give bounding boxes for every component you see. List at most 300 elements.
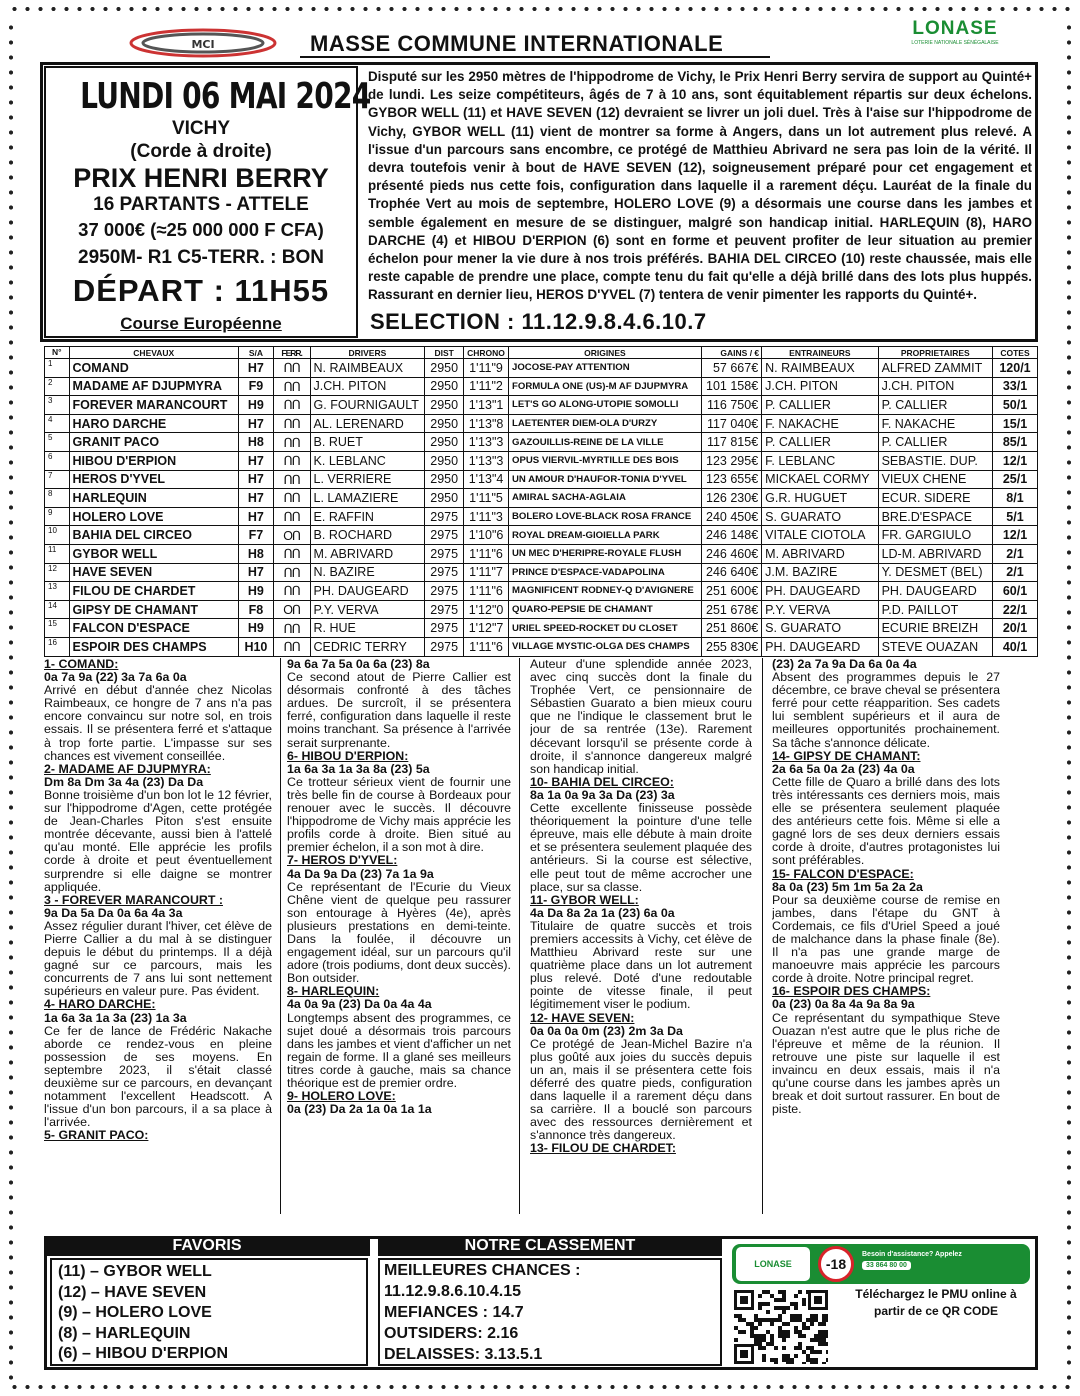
horse-heading: 16- ESPOIR DES CHAMPS: xyxy=(772,984,931,999)
cell-origins: PRINCE D'ESPACE-VADAPOLINA xyxy=(509,563,702,582)
horse-heading: 6- HIBOU D'ERPION: xyxy=(287,748,409,763)
cell-horse: HARO DARCHE xyxy=(69,414,239,433)
age-18-icon: -18 xyxy=(818,1246,854,1282)
cell-origins: ROYAL DREAM-GIOIELLA PARK xyxy=(509,526,702,545)
cell-chrono: 1'11"6 xyxy=(464,544,509,563)
cell-chrono: 1'13"1 xyxy=(464,396,509,415)
header-origins: ORIGINES xyxy=(509,347,702,359)
dotted-border-right xyxy=(1066,20,1072,1380)
cell-chrono: 1'12"0 xyxy=(464,600,509,619)
cell-earnings: 101 158€ xyxy=(701,377,761,396)
favoris-title: FAVORIS xyxy=(44,1236,370,1256)
cell-sex-age: H7 xyxy=(239,359,274,378)
commentary-column-1 xyxy=(44,658,272,1214)
classement-line-5: DELAISSES: 3.13.5.1 xyxy=(384,1346,543,1363)
cell-horse: COMAND xyxy=(69,359,239,378)
cell-trainer: PH. DAUGEARD xyxy=(762,582,878,601)
cell-number: 12 xyxy=(45,563,70,582)
cell-driver: CEDRIC TERRY xyxy=(310,637,425,656)
horse-heading: 3 - FOREVER MARANCOURT : xyxy=(44,892,223,907)
cell-sex-age: H7 xyxy=(239,451,274,470)
horse-heading: 10- BAHIA DEL CIRCEO: xyxy=(530,774,674,789)
race-date: LUNDI 06 MAI 2024 xyxy=(80,76,371,117)
cell-origins: JOCOSE-PAY ATTENTION xyxy=(509,359,702,378)
cell-earnings: 246 460€ xyxy=(701,544,761,563)
cell-horse: FALCON D'ESPACE xyxy=(69,619,239,638)
cell-odds: 120/1 xyxy=(992,359,1037,378)
cell-chrono: 1'11"5 xyxy=(464,489,509,508)
classement-line-3: MEFIANCES : 14.7 xyxy=(384,1304,524,1321)
horse-form: 4a Da 9a Da (23) 7a 1a 9a xyxy=(287,866,434,881)
help-banner xyxy=(732,1244,1030,1284)
cell-distance: 2975 xyxy=(425,619,464,638)
race-intro-text: Disputé sur les 2950 mètres de l'hippodrome de Vichy, le Prix Henri Berry servira de support au Quinté+ de lundi. Les seize compétiteurs, âgés de 7 à 10 ans, sont équitablement répartis sur deux échelons. GYBOR WELL (11) et HAVE SEVEN (12) devraient se livrer un joli duel. Très à l'aise sur l'hippodrome de Vichy, GYBOR WELL (11) vient de montrer sa forme à Angers, dans un lot autrement plus relevé. A l'issue d'un parcours sans encombre, ce protégé de Matthieu Abrivard ne sera pas loin de la vérité. Il devra toutefois venir à bout de HAVE SEVEN (12), soigneusement préparé pour cet engagement et présenté pieds nus cette fois, configuration dans laquelle il a rarement déçu. Lauréat de la finale du Trophée Vert au mois de septembre, HOLERO LOVE (9) a désormais une course dans les jambes et semble également en mesure de se distinguer, malgré son handicap initial. HARLEQUIN (8), HARO DARCHE (4) et HIBOU D'ERPION (6) sont en forme et peuvent profiter de leur situation au premier échelon pour mener la vie dure à nos trois préférés. BAHIA DEL CIRCEO (10) reste chaussée, mais elle reste capable de prendre une place, compte tenu du fait qu'elle a déjà brillé dans des lots plus huppés. Rassurant en dernier lieu, HEROS D'YVEL (7) tentera de venir pimenter les rapports du Quinté+. xyxy=(368,69,1032,303)
dotted-border-top xyxy=(8,6,1072,12)
cell-owner: STEVE OUAZAN xyxy=(878,637,992,656)
cell-origins: AMIRAL SACHA-AGLAIA xyxy=(509,489,702,508)
cell-trainer: MICKAEL CORMY xyxy=(762,470,878,489)
cell-owner: P.D. PAILLOT xyxy=(878,600,992,619)
page-title: MASSE COMMUNE INTERNATIONALE xyxy=(310,31,724,56)
cell-trainer: N. RAIMBEAUX xyxy=(762,359,878,378)
horse-form: 2a 6a 5a 0a 2a (23) 4a 0a xyxy=(772,761,915,776)
cell-chrono: 1'13"3 xyxy=(464,451,509,470)
cell-shoeing: ՈՈ xyxy=(273,433,310,452)
cell-number: 1 xyxy=(45,359,70,378)
horse-form: Dm 8a Dm 3a 4a (23) Da Da xyxy=(44,774,204,789)
cell-driver: G. FOURNIGAULT xyxy=(310,396,425,415)
cell-earnings: 251 600€ xyxy=(701,582,761,601)
cell-driver: E. RAFFIN xyxy=(310,507,425,526)
cell-distance: 2975 xyxy=(425,637,464,656)
cell-owner: FR. GARGIULO xyxy=(878,526,992,545)
cell-earnings: 123 295€ xyxy=(701,451,761,470)
cell-odds: 60/1 xyxy=(992,582,1037,601)
cell-chrono: 1'11"2 xyxy=(464,377,509,396)
dotted-border-left xyxy=(8,20,14,1380)
cell-shoeing: ՈՈ xyxy=(273,489,310,508)
cell-number: 6 xyxy=(45,451,70,470)
cell-shoeing: ՈՈ xyxy=(273,414,310,433)
cell-odds: 5/1 xyxy=(992,507,1037,526)
cell-owner: SEBASTIE. DUP. xyxy=(878,451,992,470)
cell-chrono: 1'13"8 xyxy=(464,414,509,433)
cell-odds: 40/1 xyxy=(992,637,1037,656)
cell-number: 14 xyxy=(45,600,70,619)
cell-earnings: 57 667€ xyxy=(701,359,761,378)
cell-origins: OPUS VIERVIL-MYRTILLE DES BOIS xyxy=(509,451,702,470)
runners-table xyxy=(44,346,1038,657)
cell-odds: 12/1 xyxy=(992,526,1037,545)
cell-odds: 22/1 xyxy=(992,600,1037,619)
cell-driver: B. ROCHARD xyxy=(310,526,425,545)
cell-earnings: 126 230€ xyxy=(701,489,761,508)
horse-comment: Auteur d'une splendide année 2023, avec cinq succès dont la finale du Trophée Vert, ce pensionnaire de Sébastien Guarato a bien mieux couru que ne l'indique le classement brut le jour de sa rentrée (13e). Rarement décevant lorsqu'il se présente corde à droite, il s'annonce dangereux malgré son handicap initial. xyxy=(530,658,752,776)
cell-trainer: J.M. BAZIRE xyxy=(762,563,878,582)
cell-origins: GAZOUILLIS-REINE DE LA VILLE xyxy=(509,433,702,452)
cell-earnings: 117 815€ xyxy=(701,433,761,452)
cell-trainer: VITALE CIOTOLA xyxy=(762,526,878,545)
header-trainer: ENTRAINEURS xyxy=(762,347,878,359)
horse-comment: Absent des programmes depuis le 27 décembre, ce brave cheval se présentera ferré pour cette réapparition. Ses cadets lui semblent supérieurs et il aura de meilleures opportunités prochainement. Sa tâche s'annonce délicate. xyxy=(772,670,1000,750)
cell-horse: HIBOU D'ERPION xyxy=(69,451,239,470)
horse-comment: Cette fille de Quaro a brillé dans des lots très intéressants ces derniers mois, mais elle se présentera seulement plaquée des antérieurs cette fois. Même si elle a gagné lors de ses deux derniers essais corde à droite, d'autres protagonistes lui sont préférables. xyxy=(772,774,1000,868)
cell-sex-age: H9 xyxy=(239,396,274,415)
cell-sex-age: H7 xyxy=(239,489,274,508)
cell-origins: UN MEC D'HERIPRE-ROYALE FLUSH xyxy=(509,544,702,563)
cell-horse: HOLERO LOVE xyxy=(69,507,239,526)
course-type: Course Européenne xyxy=(120,314,282,333)
classement-line-4: OUTSIDERS: 2.16 xyxy=(384,1325,519,1342)
horse-form: 4a Da 8a 2a 1a (23) 6a 0a xyxy=(530,905,675,920)
classement-line-2: 11.12.9.8.6.10.4.15 xyxy=(384,1283,522,1300)
horse-heading: 7- HEROS D'YVEL: xyxy=(287,853,398,868)
favoris-item: (8) – HARLEQUIN xyxy=(58,1324,191,1342)
cell-shoeing: ՈՈ xyxy=(273,507,310,526)
cell-shoeing: ՈՈ xyxy=(273,451,310,470)
cell-horse: HARLEQUIN xyxy=(69,489,239,508)
favoris-list xyxy=(50,1258,368,1366)
lonase-logo-text: LONASE xyxy=(912,18,998,39)
cell-sex-age: H7 xyxy=(239,507,274,526)
favoris-item: (11) – GYBOR WELL xyxy=(58,1263,212,1280)
favoris-item: (12) – HAVE SEVEN xyxy=(58,1283,207,1301)
horse-heading: 11- GYBOR WELL: xyxy=(530,892,639,907)
selection: SELECTION : 11.12.9.8.4.6.10.7 xyxy=(370,309,707,334)
title-underline xyxy=(300,56,770,58)
horse-form: 0a (23) 0a 8a 4a 9a 8a 9a xyxy=(772,997,915,1012)
header-shoeing: FERR. xyxy=(273,347,310,359)
horse-comment: Bonne troisième d'un bon lot le 12 février, sur l'hippodrome d'Agen, cette protégée de Jean-Charles Piton s'est ensuite montrée décevante, aussi bien à l'attelé qu'au monté. Elle apprécie les profils corde à droite et peut éventuellement surprendre si elle daigne se montrer appliquée. xyxy=(44,787,272,894)
cell-earnings: 123 655€ xyxy=(701,470,761,489)
commentary-column-3 xyxy=(530,658,752,1214)
header-horse: CHEVAUX xyxy=(69,347,239,359)
horse-comment: Ce représentant de l'Ecurie du Vieux Chêne vient de quelque peu rassurer son entourage à Hyères (4e), après plusieurs prestations en demi-teinte. Dans la foulée, il découvre un engagement idéal, sur un parcours qu'il adore (trois podiums, dont deux succès). Bon outsider. xyxy=(287,879,511,986)
horse-form: 8a 1a 0a 9a 3a Da (23) 3a xyxy=(530,787,675,802)
commentary-column-2 xyxy=(287,658,511,1214)
race-venue: VICHY xyxy=(171,118,231,139)
cell-driver: R. HUE xyxy=(310,619,425,638)
horse-form: 1a 6a 3a 1a 3a (23) 1a 3a xyxy=(44,1010,187,1025)
column-divider xyxy=(519,658,520,1214)
horse-comment: Pour sa deuxième course de remise en jambes, dans l'étape du GNT à Cordemais, ce fils d'Uriel Speed a joué de malchance dans la phase finale (8e). Il n'a pas une grande marge de manoeuvre mais apprécie les parcours corde à droite. Notre principal regret. xyxy=(772,892,1000,986)
cell-horse: FILOU DE CHARDET xyxy=(69,582,239,601)
table-row xyxy=(45,414,1038,433)
cell-shoeing: ՈՈ xyxy=(273,396,310,415)
cell-origins: QUARO-PEPSIE DE CHAMANT xyxy=(509,600,702,619)
cell-number: 3 xyxy=(45,396,70,415)
cell-trainer: G.R. HUGUET xyxy=(762,489,878,508)
cell-distance: 2950 xyxy=(425,489,464,508)
favoris-item: (6) – HIBOU D'ERPION xyxy=(58,1345,229,1362)
cell-driver: K. LEBLANC xyxy=(310,451,425,470)
horse-form: 9a 6a 7a 5a 0a 6a (23) 8a xyxy=(287,658,430,671)
cell-distance: 2950 xyxy=(425,396,464,415)
classement-line-1: MEILLEURES CHANCES : xyxy=(384,1262,581,1279)
table-row xyxy=(45,433,1038,452)
cell-shoeing: ՈՈ xyxy=(273,582,310,601)
table-row xyxy=(45,619,1038,638)
cell-earnings: 255 830€ xyxy=(701,637,761,656)
horse-comment: Ce trotteur sérieux vient de fournir une très belle fin de course à Bordeaux pour renouer avec le succès. Il découvre l'hippodrome de Vichy mais apprécie les profils corde à droite. Bien situé au premier échelon, il a son mot à dire. xyxy=(287,774,511,855)
cell-number: 2 xyxy=(45,377,70,396)
cell-origins: LAETENTER DIEM-OLA D'URZY xyxy=(509,414,702,433)
commentary-section xyxy=(44,658,1034,1214)
cell-horse: BAHIA DEL CIRCEO xyxy=(69,526,239,545)
cell-driver: AL. LERENARD xyxy=(310,414,425,433)
race-rope: (Corde à droite) xyxy=(130,141,272,162)
table-row xyxy=(45,451,1038,470)
cell-origins: URIEL SPEED-ROCKET DU CLOSET xyxy=(509,619,702,638)
cell-odds: 12/1 xyxy=(992,451,1037,470)
cell-driver: L. LAMAZIERE xyxy=(310,489,425,508)
header-owner: PROPRIETAIRES xyxy=(878,347,992,359)
cell-driver: P.Y. VERVA xyxy=(310,600,425,619)
cell-sex-age: H9 xyxy=(239,619,274,638)
cell-chrono: 1'13"4 xyxy=(464,470,509,489)
qr-code-icon[interactable] xyxy=(734,1290,828,1364)
cell-owner: ECUR. SIDERE xyxy=(878,489,992,508)
cell-trainer: P. CALLIER xyxy=(762,396,878,415)
cell-trainer: M. ABRIVARD xyxy=(762,544,878,563)
cell-odds: 33/1 xyxy=(992,377,1037,396)
cell-horse: MADAME AF DJUPMYRA xyxy=(69,377,239,396)
horse-form: 0a (23) Da 2a 1a 0a 1a 1a xyxy=(287,1102,432,1117)
cell-origins: FORMULA ONE (US)-M AF DJUPMYRA xyxy=(509,377,702,396)
column-divider xyxy=(280,658,281,1214)
cell-sex-age: H7 xyxy=(239,470,274,489)
race-info-box xyxy=(44,66,371,338)
cell-odds: 85/1 xyxy=(992,433,1037,452)
cell-trainer: F. LEBLANC xyxy=(762,451,878,470)
cell-driver: M. ABRIVARD xyxy=(310,544,425,563)
cell-sex-age: F8 xyxy=(239,600,274,619)
cell-trainer: F. NAKACHE xyxy=(762,414,878,433)
race-depart: DÉPART : 11H55 xyxy=(72,273,330,308)
table-row xyxy=(45,526,1038,545)
cell-odds: 8/1 xyxy=(992,489,1037,508)
cell-distance: 2975 xyxy=(425,563,464,582)
cell-chrono: 1'10"6 xyxy=(464,526,509,545)
cell-earnings: 251 678€ xyxy=(701,600,761,619)
cell-distance: 2975 xyxy=(425,526,464,545)
cell-driver: N. BAZIRE xyxy=(310,563,425,582)
cell-origins: BOLERO LOVE-BLACK ROSA FRANCE xyxy=(509,507,702,526)
cell-driver: J.CH. PITON xyxy=(310,377,425,396)
commentary-column-4 xyxy=(772,658,1000,1214)
cell-driver: L. VERRIERE xyxy=(310,470,425,489)
cell-distance: 2950 xyxy=(425,470,464,489)
cell-sex-age: H7 xyxy=(239,563,274,582)
horse-heading: 4- HARO DARCHE: xyxy=(44,997,156,1012)
table-row xyxy=(45,470,1038,489)
cell-trainer: S. GUARATO xyxy=(762,507,878,526)
cell-origins: UN AMOUR D'HAUFOR-TONIA D'YVEL xyxy=(509,470,702,489)
horse-heading: 8- HARLEQUIN: xyxy=(287,984,380,999)
table-header-row xyxy=(45,347,1038,359)
lonase-tagline: LOTERIE NATIONALE SÉNÉGALAISE xyxy=(911,40,999,46)
cell-chrono: 1'11"6 xyxy=(464,637,509,656)
horse-comment: Ce fer de lance de Frédéric Nakache aborde ce rendez-vous en pleine possession de ses moyens. En septembre 2023, il s'était classé deuxième sur ce parcours, en devançant notamment l'excellent Headscott. A l'issue d'un bon parcours, il a sa place à l'arrivée. xyxy=(44,1023,272,1130)
cell-trainer: S. GUARATO xyxy=(762,619,878,638)
horse-comment: Longtemps absent des programmes, ce sujet doué a désormais trois parcours dans les jambes et vient d'afficher un net regain de forme. Il a glané ses meilleurs titres corde à gauche, mais sa chance théorique est de premier ordre. xyxy=(287,1010,511,1090)
horse-comment: Assez régulier durant l'hiver, cet élève de Pierre Callier a du mal à se distinguer depuis le début du printemps. Il a déjà gagné sur ce parcours, mais les concurrents de 7 ans lui sont nettement supérieurs en valeur pure. Pas évident. xyxy=(44,918,272,999)
cell-sex-age: H9 xyxy=(239,582,274,601)
cell-origins: MAGNIFICENT RODNEY-Q D'AVIGNERE xyxy=(509,582,702,601)
classement-box xyxy=(378,1258,722,1366)
dotted-border-bottom xyxy=(8,1384,1072,1390)
cell-shoeing: ՈՈ xyxy=(273,619,310,638)
horse-heading: 14- GIPSY DE CHAMANT: xyxy=(772,748,921,763)
cell-owner: P. CALLIER xyxy=(878,396,992,415)
cell-earnings: 251 860€ xyxy=(701,619,761,638)
cell-shoeing: ՈՈ xyxy=(273,544,310,563)
horse-form: 4a 0a 9a (23) Da 0a 4a 4a xyxy=(287,997,432,1012)
banner-phone: 33 864 80 00 xyxy=(862,1261,911,1270)
header-earnings: GAINS / € xyxy=(701,347,761,359)
cell-sex-age: H8 xyxy=(239,544,274,563)
cell-owner: BRE.D'ESPACE xyxy=(878,507,992,526)
header-driver: DRIVERS xyxy=(310,347,425,359)
cell-chrono: 1'11"7 xyxy=(464,563,509,582)
race-prize-name: PRIX HENRI BERRY xyxy=(73,163,329,193)
cell-trainer: P.Y. VERVA xyxy=(762,600,878,619)
cell-number: 13 xyxy=(45,582,70,601)
cell-owner: PH. DAUGEARD xyxy=(878,582,992,601)
cell-odds: 20/1 xyxy=(992,619,1037,638)
cell-shoeing: OՈ xyxy=(273,526,310,545)
cell-driver: N. RAIMBEAUX xyxy=(310,359,425,378)
horse-heading: 1- COMAND: xyxy=(44,658,119,671)
cell-shoeing: ՈՈ xyxy=(273,377,310,396)
cell-number: 15 xyxy=(45,619,70,638)
cell-horse: GIPSY DE CHAMANT xyxy=(69,600,239,619)
race-details: 2950M- R1 C5-TERR. : BON xyxy=(78,247,324,268)
horse-comment: Arrivé en début d'année chez Nicolas Raimbeaux, ce hongre de 7 ans n'a pas encore convaincu sur notre sol, en trois essais. Il se présentera ferré et s'attaque à trop forte partie. L'impasse sur ses chances est vivement conseillée. xyxy=(44,683,272,763)
cell-origins: LET'S GO ALONG-UTOPIE SOMOLLI xyxy=(509,396,702,415)
table-row xyxy=(45,582,1038,601)
race-partants: 16 PARTANTS - ATTELE xyxy=(93,194,309,215)
cell-distance: 2975 xyxy=(425,600,464,619)
cell-trainer: P. CALLIER xyxy=(762,433,878,452)
cell-distance: 2950 xyxy=(425,433,464,452)
table-row xyxy=(45,507,1038,526)
cell-driver: B. RUET xyxy=(310,433,425,452)
cell-odds: 50/1 xyxy=(992,396,1037,415)
table-row xyxy=(45,359,1038,378)
horse-comment: Titulaire de quatre succès et trois premiers accessits à Vichy, cet élève de Matthieu Abrivard reste sur une quatrième place dans un lot autrement plus relevé. Doté d'une redoutable pointe de vitesse finale, il peut légitimement viser le podium. xyxy=(530,918,752,1012)
cell-horse: GRANIT PACO xyxy=(69,433,239,452)
horse-heading: 13- FILOU DE CHARDET: xyxy=(530,1141,676,1156)
table-row xyxy=(45,637,1038,656)
cell-driver: PH. DAUGEARD xyxy=(310,582,425,601)
header-chrono: CHRONO xyxy=(464,347,509,359)
cell-number: 10 xyxy=(45,526,70,545)
cell-distance: 2975 xyxy=(425,507,464,526)
cell-number: 11 xyxy=(45,544,70,563)
cell-shoeing: ՈՈ xyxy=(273,563,310,582)
cell-distance: 2950 xyxy=(425,377,464,396)
cell-horse: ESPOIR DES CHAMPS xyxy=(69,637,239,656)
horse-heading: 2- MADAME AF DJUPMYRA: xyxy=(44,761,211,776)
horse-comment: Ce protégé de Jean-Michel Bazire n'a plus goûté aux joies du succès depuis un an, mais il se présentera cette fois déferré des quatre pieds, configuration dans laquelle il a rarement déçu dans sa carrière. Il a bouclé son parcours avec des ressources dernièrement et s'annonce très dangereux. xyxy=(530,1036,752,1143)
cell-shoeing: ՈՈ xyxy=(273,637,310,656)
table-row xyxy=(45,489,1038,508)
table-row xyxy=(45,563,1038,582)
horse-heading: 5- GRANIT PACO: xyxy=(44,1128,149,1143)
cell-odds: 25/1 xyxy=(992,470,1037,489)
cell-distance: 2950 xyxy=(425,451,464,470)
cell-earnings: 246 640€ xyxy=(701,563,761,582)
classement-title: NOTRE CLASSEMENT xyxy=(378,1236,722,1256)
cell-owner: ECURIE BREIZH xyxy=(878,619,992,638)
cell-earnings: 116 750€ xyxy=(701,396,761,415)
cell-distance: 2975 xyxy=(425,582,464,601)
lonase-logo xyxy=(900,18,1010,58)
horse-form: 9a Da 5a Da 0a 6a 4a 3a xyxy=(44,905,183,920)
cell-shoeing: ՈՈ xyxy=(273,359,310,378)
column-divider xyxy=(762,658,763,1214)
cell-sex-age: F7 xyxy=(239,526,274,545)
cell-chrono: 1'11"3 xyxy=(464,507,509,526)
horse-heading: 9- HOLERO LOVE: xyxy=(287,1089,396,1104)
horse-comment: Cette excellente finisseuse possède théoriquement la pointure d'une telle épreuve, mais elle débute à main droite et se présentera seulement plaquée des antérieurs. Si la course est sélective, elle peut tout de même accrocher une place, sur sa classe. xyxy=(530,801,752,894)
cell-distance: 2950 xyxy=(425,359,464,378)
horse-heading: 12- HAVE SEVEN: xyxy=(530,1010,635,1025)
table-row xyxy=(45,377,1038,396)
banner-lonase-logo: LONASE xyxy=(736,1247,810,1281)
cell-horse: GYBOR WELL xyxy=(69,544,239,563)
qr-code-caption: Téléchargez le PMU online à partir de ce QR CODE xyxy=(855,1287,1017,1318)
cell-trainer: PH. DAUGEARD xyxy=(762,637,878,656)
cell-distance: 2950 xyxy=(425,414,464,433)
horse-form: 8a 0a (23) 5m 1m 5a 2a 2a xyxy=(772,879,923,894)
header-distance: DIST xyxy=(425,347,464,359)
banner-help-text: Besoin d'assistance? Appelez xyxy=(862,1251,962,1258)
cell-sex-age: F9 xyxy=(239,377,274,396)
cell-trainer: J.CH. PITON xyxy=(762,377,878,396)
table-body xyxy=(45,359,1038,657)
header-odds: COTES xyxy=(992,347,1037,359)
cell-number: 4 xyxy=(45,414,70,433)
cell-earnings: 117 040€ xyxy=(701,414,761,433)
table-row xyxy=(45,396,1038,415)
cell-owner: F. NAKACHE xyxy=(878,414,992,433)
cell-shoeing: ՈՈ xyxy=(273,470,310,489)
cell-owner: P. CALLIER xyxy=(878,433,992,452)
header-number: N° xyxy=(45,347,70,359)
cell-distance: 2975 xyxy=(425,544,464,563)
race-purse: 37 000€ (≈25 000 000 F CFA) xyxy=(78,219,324,240)
horse-form: 0a 0a 0a 0m (23) 2m 3a Da xyxy=(530,1023,683,1038)
horse-comment: Ce représentant du sympathique Steve Ouazan n'est autre que le plus riche de l'épreuve et même de la réunion. Il retrouve une piste sur laquelle il est invaincu en deux essais, mais il n'a qu'une course dans les jambes après un break et doit surtout rassurer. En bout de piste. xyxy=(772,1010,1000,1117)
banner-help xyxy=(862,1250,1022,1270)
cell-number: 5 xyxy=(45,433,70,452)
cell-number: 9 xyxy=(45,507,70,526)
table-row xyxy=(45,544,1038,563)
cell-horse: HAVE SEVEN xyxy=(69,563,239,582)
cell-chrono: 1'12"7 xyxy=(464,619,509,638)
cell-earnings: 246 148€ xyxy=(701,526,761,545)
mci-logo-text: MCI xyxy=(191,38,215,51)
cell-sex-age: H8 xyxy=(239,433,274,452)
cell-shoeing: OՈ xyxy=(273,600,310,619)
horse-form: (23) 2a 7a 9a Da 6a 0a 4a xyxy=(772,658,917,671)
favoris-item: (9) – HOLERO LOVE xyxy=(58,1304,212,1321)
cell-number: 8 xyxy=(45,489,70,508)
cell-chrono: 1'11"9 xyxy=(464,359,509,378)
cell-owner: ALFRED ZAMMIT xyxy=(878,359,992,378)
